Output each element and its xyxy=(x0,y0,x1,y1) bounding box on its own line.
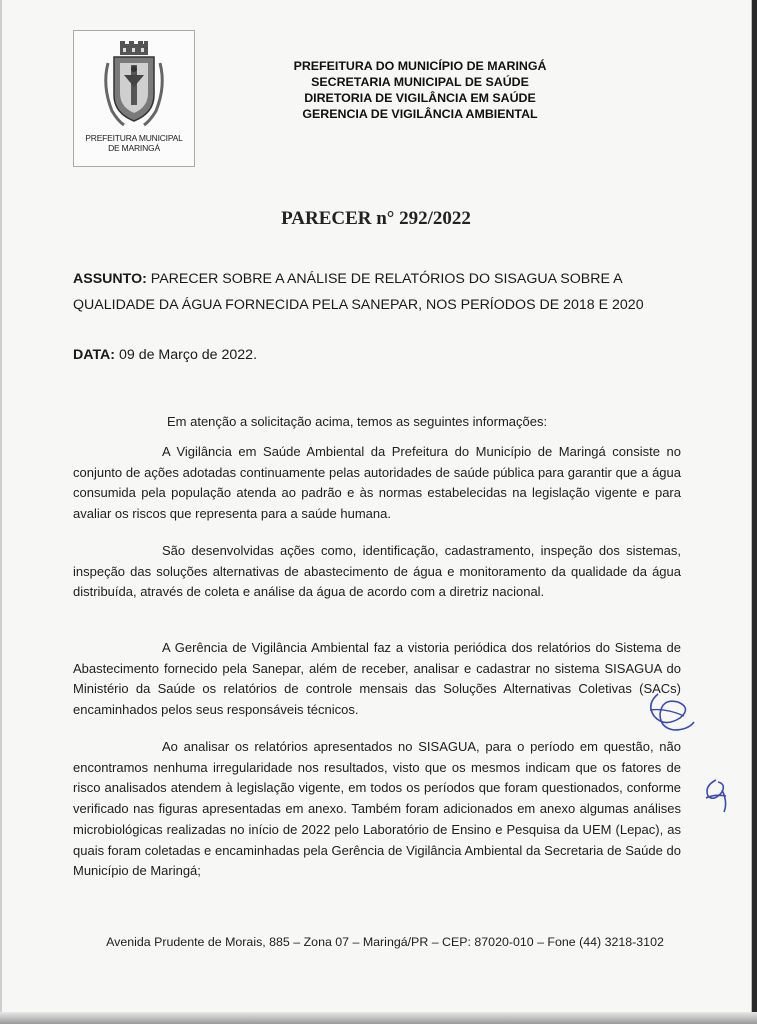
municipal-coat-of-arms-icon xyxy=(100,41,168,129)
paragraph-3: A Gerência de Vigilância Ambiental faz a vistoria periódica dos relatórios do Sistema de Abastecimento fornecido pela Sanepar, além de receber, analisar e cadastrar no sistema SISAGUA do Ministério da Saúde os relatórios de controle mensais das Soluções Alternativas Coletivas (SACs) encaminhados pelos seus responsáveis técnicos. xyxy=(73,640,681,718)
date-text: 09 de Março de 2022. xyxy=(118,347,258,363)
scan-edge xyxy=(751,0,752,1024)
letterhead-line-4: GERENCIA DE VIGILÂNCIA AMBIENTAL xyxy=(302,107,538,121)
logo-caption-line-1: PREFEITURA MUNICIPAL xyxy=(85,133,183,143)
scan-shadow xyxy=(0,1012,757,1024)
subject-block xyxy=(73,266,673,318)
handwritten-mark-icon xyxy=(700,776,734,816)
paragraph-1: A Vigilância em Saúde Ambiental da Prefeitura do Município de Maringá consiste no conjunto de ações adotadas continuamente pelas autoridades de saúde pública para garantir que a água consumida pela população atenda ao padrão e às normas estabelecidas na legislação vigente e para avaliar os riscos que representa para a saúde humana. xyxy=(73,444,681,522)
paragraph-4: Ao analisar os relatórios apresentados no SISAGUA, para o período em questão, não encontramos nenhuma irregularidade nos resultados, visto que os mesmos indicam que os fatores de risco analisados atendem à legislação vigente, em todos os períodos que foram questionados, conforme verificado nas figuras apresentadas em anexo. Também foram adicionados em anexo algumas análises microbiológicas realizadas no início de 2022 pelo Laboratório de Ensino e Pesquisa da UEM (Lepac), as quais foram coletadas e encaminhadas pela Gerência de Vigilância Ambiental da Secretaria de Saúde do Município de Maringá; xyxy=(73,739,681,879)
letterhead-line-2: SECRETARIA MUNICIPAL DE SAÚDE xyxy=(311,75,529,89)
letterhead xyxy=(210,58,630,122)
subject-text: PARECER SOBRE A ANÁLISE DE RELATÓRIOS DO SISAGUA SOBRE A QUALIDADE DA ÁGUA FORNECIDA PELA SANEPAR, NOS PERÍODOS DE 2018 E 2020 xyxy=(73,271,644,313)
logo-caption-line-2: DE MARINGÁ xyxy=(108,143,160,153)
date-label: DATA: xyxy=(73,347,116,363)
subject-label: ASSUNTO: xyxy=(73,271,147,287)
footer-address: Avenida Prudente de Morais, 885 – Zona 07 – Maringá/PR – CEP: 87020-010 – Fone (44) 3218-3102 xyxy=(106,935,664,949)
handwritten-initials-icon xyxy=(640,688,700,736)
letterhead-line-1: PREFEITURA DO MUNICÍPIO DE MARINGÁ xyxy=(293,59,547,73)
paragraph-intro: Em atenção a solicitação acima, temos as seguintes informações: xyxy=(167,414,548,429)
date-block xyxy=(73,345,257,365)
letterhead-line-3: DIRETORIA DE VIGILÂNCIA EM SAÚDE xyxy=(304,91,536,105)
document-title: PARECER n° 292/2022 xyxy=(281,208,471,229)
paragraph-2: São desenvolvidas ações como, identificação, cadastramento, inspeção dos sistemas, inspeção das soluções alternativas de abastecimento de água e monitoramento da qualidade da água distribuída, através de coleta e análise da água de acordo com a diretriz nacional. xyxy=(73,543,681,600)
municipal-logo xyxy=(73,30,195,167)
page-edge xyxy=(0,0,2,1024)
